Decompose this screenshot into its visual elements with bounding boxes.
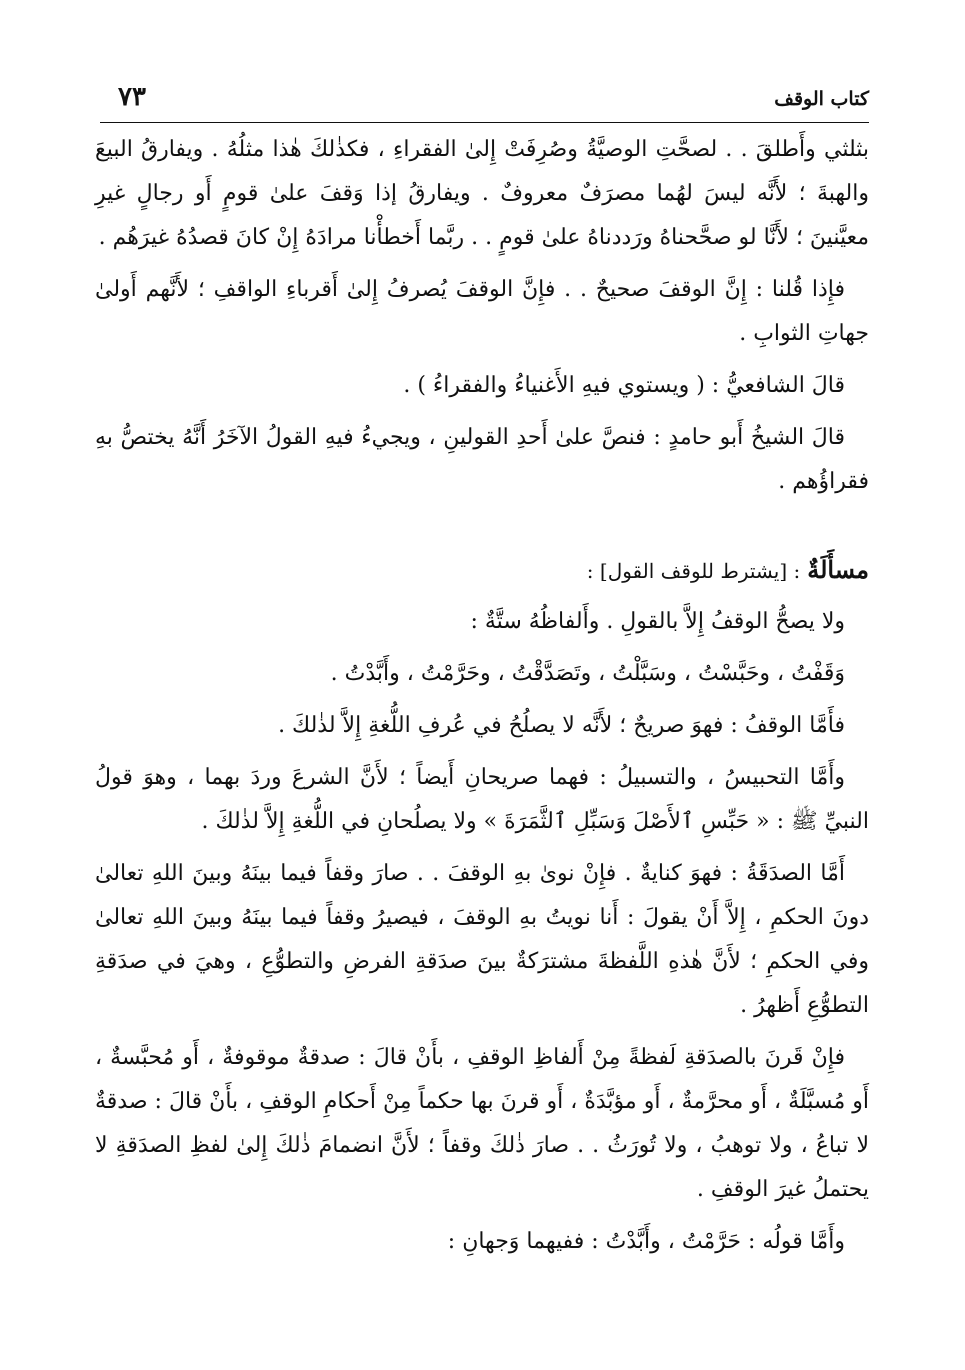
paragraph: بثلثي وأَطلقَ . . لصحَّتِ الوصيَّةُ وصُرِفَتْ إِلىٰ الفقراءِ ، فكذٰلكَ هٰذا مثلُهُ . ويفارقُ البيعَ والهبةَ ؛ لأَنَّه ليسَ لهُما مصرَفٌ معروفٌ . ويفارقُ إذا وَقفَ علىٰ قومٍ أَو رجالٍ غيرِ معيَّنينَ ؛ لأَنَّا لو صحَّحناهُ ورَددناهُ علىٰ قومٍ . . ربَّما أَخطأْنا مرادَهُ إِنْ كانَ قصدُهُ غيرَهُم . <box>95 137 869 250</box>
paragraph: فإِنْ قَرنَ بالصدَقةِ لَفظةً مِنْ أَلفاظِ الوقفِ ، بأَنْ قالَ : صدقةٌ موقوفةٌ ، أَو مُحبَّسةٌ ، أَو مُسبَّلَةٌ ، أَو محرَّمةٌ ، أَو مؤبَّدَةٌ ، أَو قرنَ بها حكماً مِنْ أَحكامِ الوقفِ ، بأَنْ قالَ : صدقةٌ لا تباعُ ، ولا توهبُ ، ولا تُورَثُ . . صارَ ذٰلكَ وقفاً ؛ لأَنَّ انضمامَ ذٰلكَ إِلىٰ لفظِ الصدَقةِ لا يحتملُ غيرَ الوقفِ . <box>95 1045 869 1202</box>
page-body <box>95 128 869 1272</box>
page-number: ٧٣ <box>118 82 146 112</box>
paragraph: أَمَّا الصدَقَةُ : فهوَ كنايةٌ . فإِنْ نوىٰ بهِ الوقفَ . . صارَ وقفاً فيما بينَهُ وبينَ اللهِ تعالىٰ دونَ الحكمِ ، إِلاَّ أَنْ يقولَ : أَنا نويتُ بهِ الوقفَ ، فيصيرُ وقفاً فيما بينَهُ وبينَ اللهِ تعالىٰ وفي الحكمِ ؛ لأَنَّ هٰذهِ اللَّفظةَ مشترَكةٌ بينَ صدَقةِ الفرضِ والتطوُّعِ ، وهيَ في صدَقةِ التطوُّعِ أَظهرُ . <box>95 861 869 1018</box>
paragraph: فأَمَّا الوقفُ : فهوَ صريحٌ ؛ لأَنَّه لا يصلُحُ في عُرفِ اللُّغةِ إِلاَّ لذٰلكَ . <box>278 713 845 738</box>
section-heading <box>95 548 869 594</box>
section-title: : [يشترط للوقف القول] : <box>586 559 801 583</box>
paragraph: ولا يصحُّ الوقفُ إِلاَّ بالقولِ . وأَلفاظُهُ ستَّةٌ : <box>470 609 845 634</box>
paragraph: قالَ الشيخُ أَبو حامدٍ : فنصَّ علىٰ أَحدِ القولينِ ، ويجيءُ فيهِ القولُ الآخَرُ أَنَّهُ يختصُّ بهِ فقراؤُهم . <box>95 425 869 494</box>
section-label: مسأَلَةٌ <box>807 555 869 584</box>
paragraph: وأَمَّا قولُه : حَرَّمْتُ ، وأَبَّدْتُ : ففيهما وَجهانِ : <box>447 1229 845 1254</box>
paragraph: وأَمَّا التحبيسُ ، والتسبيلُ : فهما صريحانِ أَيضاً ؛ لأَنَّ الشرعَ وردَ بهما ، وهوَ قولُ النبيِّ ﷺ : « حَبِّسِ ٱلأَصْلَ وَسَبِّلِ ٱلثَّمَرَةَ » ولا يصلُحانِ في اللُّغةِ إِلاَّ لذٰلكَ . <box>95 765 869 834</box>
paragraph: قالَ الشافعيُّ : ( ويستوي فيهِ الأَغنياءُ والفقراءُ ) . <box>403 373 845 398</box>
running-title: كتاب الوقف <box>774 88 869 110</box>
page-header <box>100 82 869 123</box>
paragraph: وَقَفْتُ ، وحَبَّسْتُ ، وسَبَّلْتُ ، وتَصَدَّقْتُ ، وحَرَّمْتُ ، وأَبَّدْتُ . <box>330 661 845 686</box>
section-gap <box>95 512 869 548</box>
paragraph: فإِذا قُلنا : إِنَّ الوقفَ صحيحٌ . . فإِنَّ الوقفَ يُصرفُ إِلىٰ أَقرباءِ الواقفِ ؛ لأَنَّهم أَولىٰ جهاتِ الثوابِ . <box>95 277 869 346</box>
